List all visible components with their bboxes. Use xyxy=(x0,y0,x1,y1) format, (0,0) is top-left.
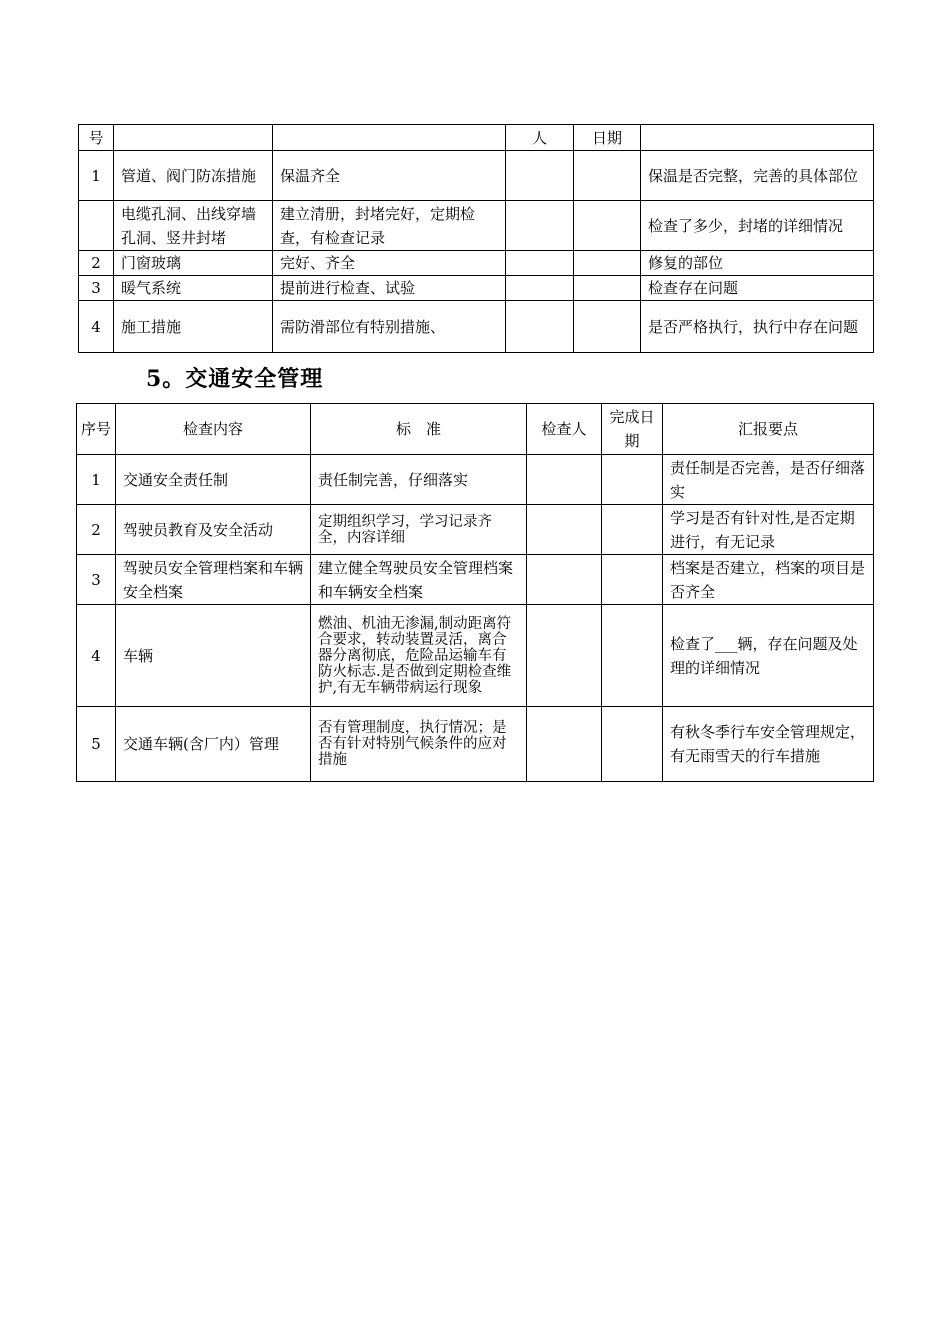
date-cell xyxy=(574,151,641,201)
date-cell xyxy=(602,707,663,782)
inspector-cell xyxy=(527,707,602,782)
table-row xyxy=(79,251,874,276)
standard-cell: 定期组织学习，学习记录齐全，内容详细 xyxy=(311,505,527,555)
header-cell: 日期 xyxy=(574,125,641,151)
row-number: 2 xyxy=(79,251,114,276)
section-heading: 5。交通安全管理 xyxy=(146,366,324,392)
winter-measures-table xyxy=(78,124,874,353)
header-standard: 标 准 xyxy=(311,404,527,455)
inspector-cell xyxy=(527,605,602,707)
table-row xyxy=(79,201,874,251)
standard-cell: 提前进行检查、试验 xyxy=(273,276,506,301)
inspector-cell xyxy=(506,201,574,251)
report-cell: 检查存在问题 xyxy=(641,276,874,301)
item-cell: 电缆孔洞、出线穿墙孔洞、竖井封堵 xyxy=(114,201,273,251)
row-number: 4 xyxy=(79,301,114,353)
header-cell: 人 xyxy=(506,125,574,151)
row-number: 2 xyxy=(77,505,116,555)
report-cell: 保温是否完整，完善的具体部位 xyxy=(641,151,874,201)
inspector-cell xyxy=(506,276,574,301)
header-report: 汇报要点 xyxy=(663,404,874,455)
date-cell xyxy=(574,301,641,353)
inspector-cell xyxy=(506,301,574,353)
table-row xyxy=(77,505,874,555)
standard-cell: 需防滑部位有特别措施、 xyxy=(273,301,506,353)
report-cell: 有秋冬季行车安全管理规定，有无雨雪天的行车措施 xyxy=(663,707,874,782)
table-header-row xyxy=(77,404,874,455)
inspector-cell xyxy=(527,555,602,605)
inspector-cell xyxy=(527,455,602,505)
header-cell: 号 xyxy=(79,125,114,151)
table-header-row xyxy=(79,125,874,151)
report-cell: 是否严格执行，执行中存在问题 xyxy=(641,301,874,353)
item-cell: 管道、阀门防冻措施 xyxy=(114,151,273,201)
standard-cell: 燃油、机油无渗漏,制动距离符合要求，转动装置灵活，离合器分离彻底，危险品运输车有防火标志.是否做到定期检查维护,有无车辆带病运行现象 xyxy=(311,605,527,707)
row-number: 1 xyxy=(79,151,114,201)
report-cell: 修复的部位 xyxy=(641,251,874,276)
item-cell: 交通安全责任制 xyxy=(116,455,311,505)
standard-cell: 保温齐全 xyxy=(273,151,506,201)
table-row xyxy=(77,555,874,605)
date-cell xyxy=(574,201,641,251)
standard-cell: 建立清册，封堵完好，定期检查，有检查记录 xyxy=(273,201,506,251)
header-date: 完成日期 xyxy=(602,404,663,455)
inspector-cell xyxy=(506,151,574,201)
row-number: 1 xyxy=(77,455,116,505)
standard-cell: 否有管理制度，执行情况；是否有针对特别气候条件的应对措施 xyxy=(311,707,527,782)
report-cell: 检查了___辆，存在问题及处理的详细情况 xyxy=(663,605,874,707)
date-cell xyxy=(602,455,663,505)
header-seq: 序号 xyxy=(77,404,116,455)
date-cell xyxy=(602,555,663,605)
item-cell: 驾驶员教育及安全活动 xyxy=(116,505,311,555)
traffic-safety-table xyxy=(76,403,874,782)
header-cell xyxy=(641,125,874,151)
item-cell: 车辆 xyxy=(116,605,311,707)
standard-cell: 责任制完善，仔细落实 xyxy=(311,455,527,505)
header-content: 检查内容 xyxy=(116,404,311,455)
report-cell: 学习是否有针对性,是否定期进行，有无记录 xyxy=(663,505,874,555)
inspector-cell xyxy=(506,251,574,276)
table-row xyxy=(79,301,874,353)
row-number xyxy=(79,201,114,251)
standard-cell: 建立健全驾驶员安全管理档案和车辆安全档案 xyxy=(311,555,527,605)
item-cell: 交通车辆(含厂内）管理 xyxy=(116,707,311,782)
table-row xyxy=(77,707,874,782)
item-cell: 驾驶员安全管理档案和车辆安全档案 xyxy=(116,555,311,605)
date-cell xyxy=(574,251,641,276)
row-number: 4 xyxy=(77,605,116,707)
date-cell xyxy=(602,605,663,707)
report-cell: 档案是否建立，档案的项目是否齐全 xyxy=(663,555,874,605)
date-cell xyxy=(602,505,663,555)
item-cell: 门窗玻璃 xyxy=(114,251,273,276)
item-cell: 施工措施 xyxy=(114,301,273,353)
report-cell: 责任制是否完善，是否仔细落实 xyxy=(663,455,874,505)
table-row xyxy=(79,151,874,201)
header-cell xyxy=(273,125,506,151)
standard-cell: 完好、齐全 xyxy=(273,251,506,276)
header-cell xyxy=(114,125,273,151)
row-number: 3 xyxy=(77,555,116,605)
row-number: 3 xyxy=(79,276,114,301)
row-number: 5 xyxy=(77,707,116,782)
table-row xyxy=(79,276,874,301)
report-cell: 检查了多少，封堵的详细情况 xyxy=(641,201,874,251)
item-cell: 暖气系统 xyxy=(114,276,273,301)
table-row xyxy=(77,605,874,707)
header-inspector: 检查人 xyxy=(527,404,602,455)
date-cell xyxy=(574,276,641,301)
inspector-cell xyxy=(527,505,602,555)
table-row xyxy=(77,455,874,505)
